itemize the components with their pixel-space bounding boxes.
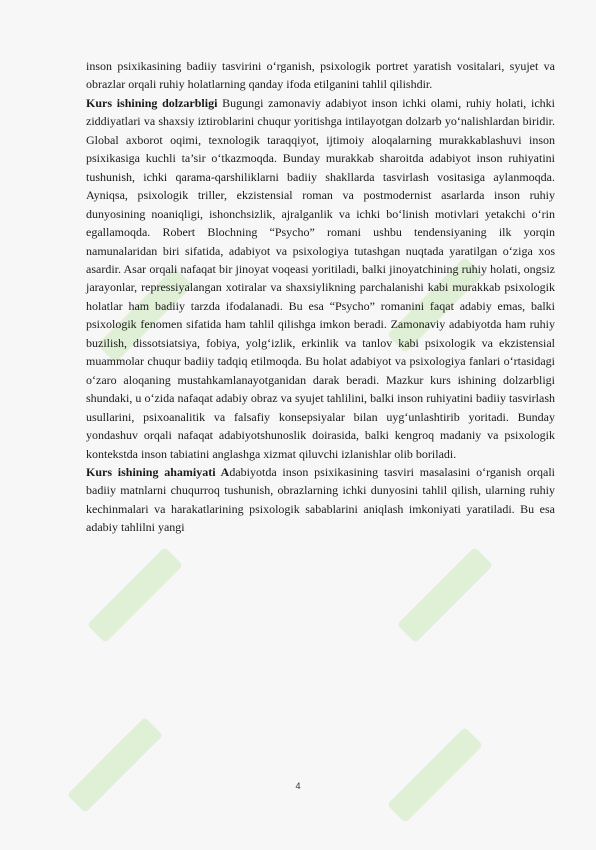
watermark-left-bottom — [40, 690, 190, 840]
body-text — [86, 57, 555, 537]
paragraph-intro-text: inson psixikasining badiiy tasvirini o‘rganish, psixologik portret yaratish vositalari, syujet va obrazlar orqali ruhiy holatlarning qanday ifoda etilganini tahlil qilishdir. — [86, 59, 555, 92]
paragraph-relevance — [86, 94, 555, 463]
paragraph-significance — [86, 463, 555, 537]
page-number: 4 — [295, 781, 301, 791]
significance-text: dabiyotda inson psixikasining tasviri masalasini o‘rganish orqali badiiy matnlarni chuqurroq tushunish, obrazlarning ichki dunyosini tahlil qilish, ularning ruhiy kechinmalari va harakatlarining psixologik sabablarini aniqlash imkoniyati yaratiladi. Bu esa adabiy tahlilni yangi — [86, 464, 555, 535]
relevance-text: Bugungi zamonaviy adabiyot inson ichki olami, ruhiy holati, ichki ziddiyatlari va shaxsiy iztiroblarini chuqur yoritishga intilayotgan dolzarb yo‘nalishlardan biridir. Global axborot oqimi, texnologik taraqqiyot, ijtimoiy aloqalarning murakkablashuvi inson psixikasiga kuchli ta’sir o‘tkazmoqda. Bunday murakkab sharoitda adabiyot inson ruhiyatini tushunish, ichki qarama-qarshiliklarni badiiy shakllarda tasvirlash vositasiga aylanmoqda. Ayniqsa, psixologik triller, ekzistensial roman va postmodernist asarlarda inson ruhiy dunyosining noaniqligi, ishonchsizlik, ajralganlik va ichki bo‘linish motivlari yetakchi o‘rin egallamoqda. Robert Blochning “Psycho” romani ushbu tendensiyaning ilk yorqin namunalaridan biri sifatida, adabiyot va psixologiya tutashgan nuqtada yaratilgan o‘ziga xos asardir. Asar orqali nafaqat bir jinoyat voqeasi yoritiladi, balki jinoyatchining ruhiy holati, ongsiz jarayonlar, repressiyalangan xotiralar va shaxsiylikning parchalanishi kabi murakkab psixologik holatlar ham badiiy tarzda ifodalanadi. Bu esa “Psycho” romanini faqat adabiy emas, balki psixologik fenomen sifatida ham tahlil qilishga imkon beradi. Zamonaviy adabiyotda ham ruhiy buzilish, dissotsiatsiya, fobiya, yolg‘izlik, erkinlik va tanlov kabi psixologik va ekzistensial muammolar chuqur badiiy tadqiq etilmoqda. Bu holat adabiyot va psixologiya fanlari o‘rtasidagi o‘zaro aloqaning mustahkamlanayotganidan darak beradi. Mazkur kurs ishining dolzarbligi shundaki, u o‘zida nafaqat adabiy obraz va syujet tahlilini, balki inson ruhiyatini badiiy tasvirlash usullarini, psixoanalitik va falsafiy konsepsiyalar bilan uyg‘unlashtirib yoritadi. Bunday yondashuv orqali nafaqat adabiyotshunoslik doirasida, balki kengroq madaniy va psixologik kontekstda inson tabiatini anglashga xizmat qiluvchi izlanishlar olib boriladi. — [86, 95, 555, 461]
watermark-left-mid — [60, 520, 210, 670]
paragraph-intro — [86, 57, 555, 94]
relevance-heading: Kurs ishining dolzarbligi — [86, 95, 218, 110]
watermark-right-mid — [370, 520, 520, 670]
watermark-right-bottom — [360, 700, 510, 850]
significance-heading: Kurs ishining ahamiyati A — [86, 464, 230, 479]
